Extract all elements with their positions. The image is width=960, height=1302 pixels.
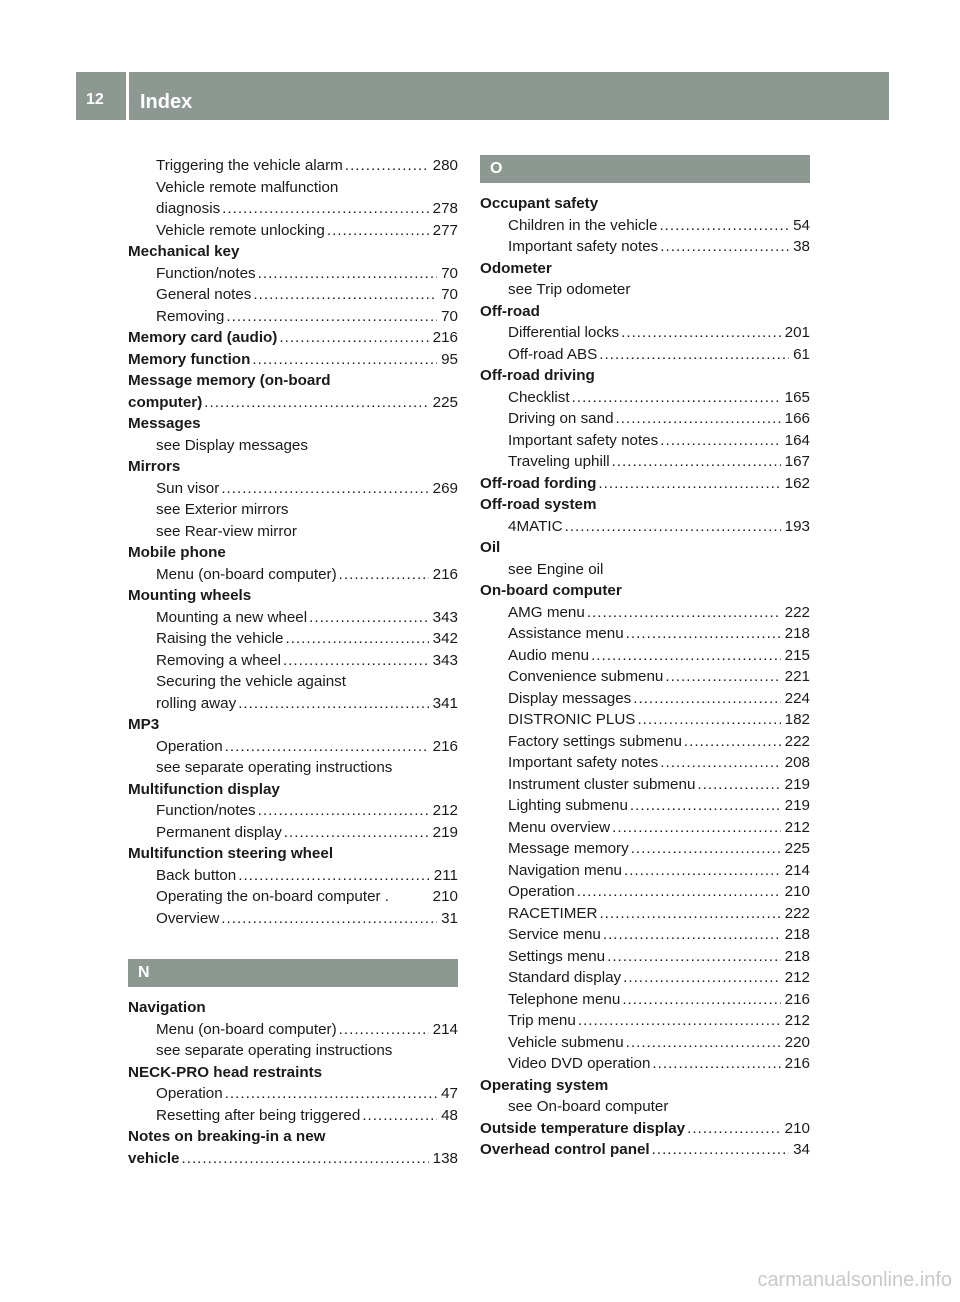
- page-ref: 218: [784, 947, 810, 965]
- index-entry: Operation ..... 216: [128, 736, 458, 758]
- page-ref: 54: [793, 216, 810, 234]
- page-ref: 164: [784, 431, 810, 449]
- index-heading: Notes on breaking-in a new: [128, 1128, 326, 1145]
- page-ref: 219: [432, 823, 458, 841]
- index-entry: Checklist ..... 165: [480, 387, 810, 409]
- index-entry: Operation ..... 210: [480, 881, 810, 903]
- index-entry: rolling away ..... 341: [128, 693, 458, 715]
- index-entry: Instrument cluster submenu ..... 219: [480, 774, 810, 796]
- page-ref: 218: [784, 926, 810, 943]
- index-heading: Message memory (on-board: [128, 372, 331, 389]
- page-ref: 277: [432, 221, 458, 239]
- index-entry: Differential locks ..... 201: [480, 322, 810, 344]
- index-entry: RACETIMER ..... 222: [480, 903, 810, 925]
- index-entry: Important safety notes ..... 38: [480, 236, 810, 258]
- index-entry: Factory settings submenu ..... 222: [480, 731, 810, 753]
- page-ref: 224: [784, 689, 810, 707]
- page-ref: 166: [784, 410, 810, 427]
- index-entry: Sun visor ..... 269: [128, 478, 458, 500]
- index-entry: Trip menu ..... 212: [480, 1010, 810, 1032]
- index-entry: Menu (on-board computer) ..... 216: [128, 564, 458, 586]
- index-entry: Lighting submenu ..... 219: [480, 795, 810, 817]
- page-ref: 162: [784, 474, 810, 492]
- index-entry: Standard display ..... 212: [480, 967, 810, 989]
- page-ref: 165: [784, 388, 810, 406]
- page-ref: 70: [441, 307, 458, 325]
- index-heading: Mounting wheels: [128, 587, 252, 604]
- page-ref: 70: [441, 264, 458, 282]
- index-entry: Assistance menu ..... 218: [480, 623, 810, 645]
- index-entry: Navigation menu ..... 214: [480, 860, 810, 882]
- page-ref: 61: [793, 345, 810, 363]
- page-ref: 138: [432, 1149, 458, 1167]
- index-heading: Off-road fording ..... 162: [480, 473, 810, 495]
- index-entry: Securing the vehicle against: [156, 673, 346, 690]
- index-heading: Odometer: [480, 259, 552, 277]
- page-ref: 218: [784, 625, 810, 642]
- page-ref: 215: [784, 646, 810, 664]
- page-header: [76, 72, 889, 120]
- section-letter-o: O: [480, 155, 810, 183]
- page-ref: 216: [432, 329, 458, 346]
- page-number: 12: [86, 91, 104, 108]
- index-heading: Occupant safety: [480, 195, 599, 212]
- page-ref: 210: [784, 883, 810, 900]
- index-heading: computer) ..... 225: [128, 392, 458, 414]
- page-ref: 220: [784, 1033, 810, 1051]
- index-heading: Operating system: [480, 1076, 609, 1094]
- index-entry: see separate operating instructions: [156, 1042, 393, 1059]
- index-heading: Multifunction steering wheel: [128, 845, 334, 862]
- page-ref: 222: [784, 904, 810, 922]
- page-ref: 222: [784, 603, 810, 621]
- header-divider: [126, 72, 129, 120]
- page-ref: 341: [432, 694, 458, 712]
- index-entry: see Exterior mirrors: [156, 501, 289, 518]
- index-entry: see Rear-view mirror: [156, 522, 297, 540]
- page-ref: 216: [784, 1055, 810, 1072]
- index-entry: Mounting a new wheel ..... 343: [128, 607, 458, 629]
- page-ref: 269: [432, 479, 458, 497]
- page-ref: 280: [432, 157, 458, 174]
- page-ref: 210: [784, 1119, 810, 1137]
- index-entry: Video DVD operation ..... 216: [480, 1053, 810, 1075]
- page-ref: 31: [441, 909, 458, 927]
- index-entry: see separate operating instructions: [156, 759, 393, 776]
- index-entry: Back button ..... 211: [128, 865, 458, 887]
- index-entry: Menu overview ..... 212: [480, 817, 810, 839]
- page-ref: 342: [432, 630, 458, 647]
- index-heading: MP3: [128, 716, 160, 733]
- page-ref: 278: [432, 200, 458, 217]
- index-entry: Audio menu ..... 215: [480, 645, 810, 667]
- index-entry: DISTRONIC PLUS ..... 182: [480, 709, 810, 731]
- index-entry: Removing ..... 70: [128, 306, 458, 328]
- page-ref: 34: [793, 1141, 810, 1158]
- index-heading: Mirrors: [128, 458, 181, 475]
- index-heading: Off-road system: [480, 496, 597, 513]
- watermark: carmanualsonline.info: [757, 1269, 952, 1291]
- index-heading: Oil: [480, 539, 501, 556]
- index-entry: Driving on sand ..... 166: [480, 408, 810, 430]
- page-ref: 95: [441, 350, 458, 368]
- index-heading: Mechanical key: [128, 243, 240, 260]
- index-heading: Navigation: [128, 999, 206, 1016]
- index-heading: Multifunction display: [128, 780, 280, 798]
- index-heading: Outside temperature display ..... 210: [480, 1118, 810, 1140]
- index-heading: Memory card (audio) ..... 216: [128, 327, 458, 349]
- index-entry: Convenience submenu ..... 221: [480, 666, 810, 688]
- index-entry: Telephone menu ..... 216: [480, 989, 810, 1011]
- index-entry: see Trip odometer: [508, 281, 631, 298]
- index-entry: Important safety notes ..... 164: [480, 430, 810, 452]
- index-heading: On-board computer: [480, 582, 622, 599]
- page-ref: 343: [432, 651, 458, 669]
- page-ref: 225: [432, 393, 458, 411]
- index-entry: Resetting after being triggered ..... 48: [128, 1105, 458, 1127]
- index-entry: Important safety notes ..... 208: [480, 752, 810, 774]
- page-ref: 182: [784, 711, 810, 728]
- page-ref: 193: [784, 517, 810, 535]
- index-heading: Off-road driving: [480, 367, 595, 384]
- index-column-right: [480, 155, 810, 1161]
- page-ref: 221: [784, 668, 810, 685]
- page-ref: 214: [432, 1020, 458, 1038]
- index-entry: Vehicle remote unlocking ..... 277: [128, 220, 458, 242]
- page-ref: 212: [784, 818, 810, 836]
- page-ref: 212: [432, 802, 458, 819]
- index-heading: Memory function ..... 95: [128, 349, 458, 371]
- page-ref: 222: [784, 732, 810, 750]
- page-title: Index: [140, 91, 193, 113]
- index-entry: Removing a wheel ..... 343: [128, 650, 458, 672]
- page-ref: 212: [784, 969, 810, 986]
- index-entry: General notes ..... 70: [128, 284, 458, 306]
- index-entry: Permanent display ..... 219: [128, 822, 458, 844]
- index-entry: Menu (on-board computer) ..... 214: [128, 1019, 458, 1041]
- index-entry: Traveling uphill ..... 167: [480, 451, 810, 473]
- page-ref: 219: [784, 775, 810, 793]
- page-ref: 225: [784, 840, 810, 857]
- index-entry: see Engine oil: [508, 560, 604, 578]
- index-entry: see On-board computer: [508, 1098, 669, 1115]
- page-ref: 211: [433, 866, 458, 884]
- index-entry: Children in the vehicle ..... 54: [480, 215, 810, 237]
- page-ref: 216: [784, 990, 810, 1008]
- page-ref: 201: [784, 324, 810, 341]
- index-entry: Service menu ..... 218: [480, 924, 810, 946]
- index-column-left: [128, 155, 458, 1169]
- page-ref: 38: [793, 238, 810, 255]
- page-ref: 343: [432, 608, 458, 626]
- page-ref: 216: [432, 565, 458, 583]
- page-ref: 167: [784, 453, 810, 470]
- index-entry: see Display messages: [156, 436, 308, 454]
- page-ref: 208: [784, 754, 810, 771]
- section-letter-n: N: [128, 959, 458, 987]
- index-entry: Off-road ABS ..... 61: [480, 344, 810, 366]
- index-entry: Function/notes ..... 70: [128, 263, 458, 285]
- index-entry: AMG menu ..... 222: [480, 602, 810, 624]
- index-heading: Mobile phone: [128, 544, 226, 561]
- index-heading: vehicle ..... 138: [128, 1148, 458, 1170]
- page-ref: 48: [441, 1106, 458, 1124]
- index-entry: diagnosis ..... 278: [128, 198, 458, 220]
- index-entry: Operation ..... 47: [128, 1083, 458, 1105]
- page-ref: 47: [441, 1085, 458, 1102]
- index-entry: Display messages ..... 224: [480, 688, 810, 710]
- index-entry: Function/notes ..... 212: [128, 800, 458, 822]
- page-ref: 70: [441, 286, 458, 303]
- index-entry: Raising the vehicle ..... 342: [128, 628, 458, 650]
- page-ref: 210: [432, 888, 458, 905]
- index-heading: Messages: [128, 415, 201, 432]
- index-entry: Triggering the vehicle alarm ..... 280: [128, 155, 458, 177]
- index-entry: Overview ..... 31: [128, 908, 458, 930]
- page-ref: 214: [784, 861, 810, 879]
- index-entry: Vehicle submenu ..... 220: [480, 1032, 810, 1054]
- page-ref: 212: [784, 1012, 810, 1029]
- index-entry: Settings menu ..... 218: [480, 946, 810, 968]
- index-entry: Operating the on-board computer . 210: [128, 886, 458, 908]
- index-heading: Overhead control panel ..... 34: [480, 1139, 810, 1161]
- index-heading: NECK-PRO head restraints: [128, 1063, 323, 1081]
- page-ref: 219: [784, 797, 810, 814]
- index-entry: 4MATIC ..... 193: [480, 516, 810, 538]
- index-entry: Message memory ..... 225: [480, 838, 810, 860]
- index-entry: Vehicle remote malfunction: [156, 178, 339, 196]
- index-heading: Off-road: [480, 302, 540, 320]
- page-ref: 216: [432, 737, 458, 755]
